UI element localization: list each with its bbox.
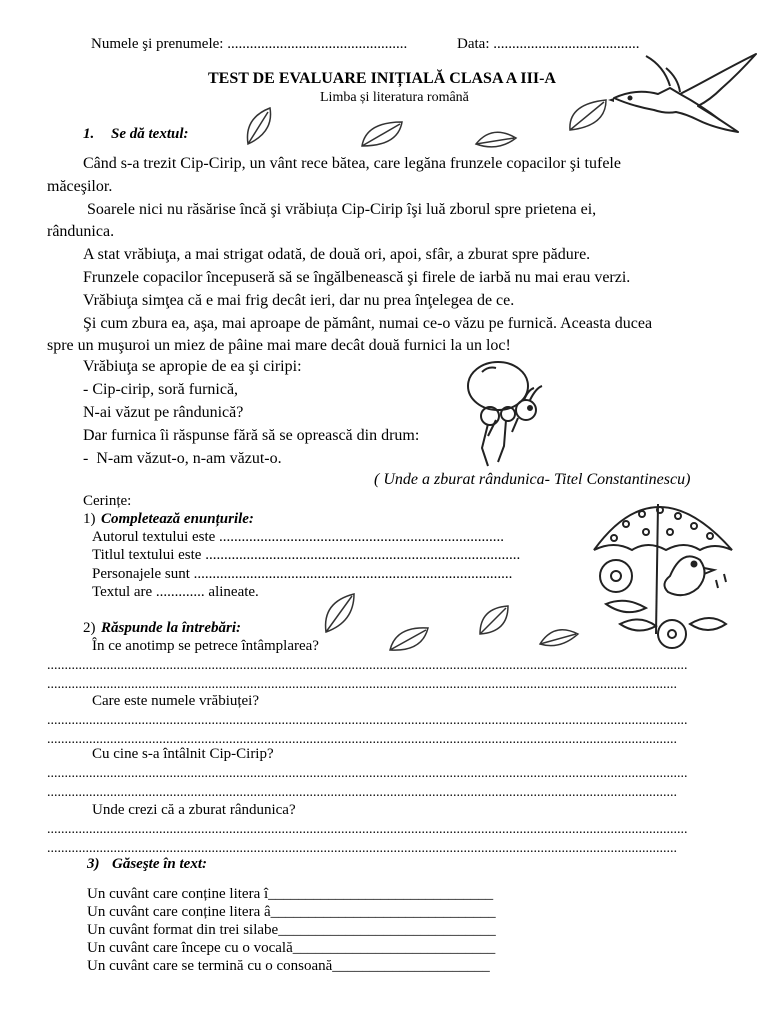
leaf-drawing [386,622,430,656]
task3-heading: Găseşte în text: [112,856,207,872]
leaf-drawing [566,96,610,136]
date-field-label: Data: ....................................... [457,36,640,52]
leaf-drawing [358,116,408,152]
leaf-drawing [242,104,276,148]
leaf-drawing [476,602,512,638]
story-line: A stat vrăbiuţa, a mai strigat odată, de două ori, apoi, sfâr, a zburat spre pădure. [83,246,591,263]
task3-item[interactable]: Un cuvânt care conține litera â______________________________ [87,904,496,920]
story-line: Vrăbiuţa simţea că e mai frig decât ieri, dar nu prea înţelegea de ce. [83,292,515,309]
leaf-drawing [320,590,358,636]
task1-item: Autorul textului este ............................................................................ [92,529,505,545]
answer-line[interactable]: ....................................................................................................................................................................................... [47,713,688,728]
task3-item[interactable]: Un cuvânt care începe cu o vocală___________________________ [87,940,496,956]
task2-question: Cu cine s-a întâlnit Cip-Cirip? [92,746,274,762]
story-line: rândunica. [47,223,115,240]
section1-heading: Se dă textul: [111,126,189,142]
task3-item[interactable]: Un cuvânt care se termină cu o consoană_____________________ [87,958,490,974]
leaf-drawing [538,620,580,650]
answer-line[interactable]: ....................................................................................................................................................................................... [47,766,688,781]
story-line: Şi cum zbura ea, aşa, mai aproape de pământ, numai ce-o văzu pe furnică. Aceasta ducea [83,315,653,332]
task1-heading: Completează enunțurile: [101,511,254,527]
task2-number: 2) [83,620,96,636]
requirements-label: Cerințe: [83,493,132,509]
section1-number: 1. [83,126,95,142]
story-line: - N-am văzut-o, n-am văzut-o. [83,450,282,467]
story-line: Frunzele copacilor începuseră să se îngălbenească şi firele de iarbă nu mai erau verzi. [83,269,631,286]
task2-question: Care este numele vrăbiuței? [92,693,260,709]
task2-heading: Răspunde la întrebări: [101,620,242,636]
story-line: - Cip-cirip, soră furnică, [83,381,239,398]
story-line: Soarele nici nu răsărise încă şi vrăbiuța Cip-Cirip îşi luă zborul spre prietena ei, [83,201,597,218]
task1-item: Textul are ............. alineate. [92,584,259,600]
story-line: măceşilor. [47,178,113,195]
swallow-drawing [606,48,762,144]
task3-item[interactable]: Un cuvânt format din trei silabe_____________________________ [87,922,496,938]
task1-item: Titlul textului este .................................................................................... [92,547,521,563]
task1-number: 1) [83,511,96,527]
answer-line[interactable]: ....................................................................................................................................................................................... [47,822,688,837]
answer-line[interactable]: .................................................................................................................................................................................... [47,677,677,692]
story-line: Când s-a trezit Cip-Cirip, un vânt rece bătea, care legăna frunzele copacilor şi tufele [83,155,621,172]
task2-question: Unde crezi că a zburat rândunica? [92,802,296,818]
story-line: Vrăbiuţa se apropie de ea şi ciripi: [83,358,302,375]
answer-line[interactable]: .................................................................................................................................................................................... [47,732,677,747]
leaf-drawing [474,124,518,150]
task3-number: 3) [87,856,100,872]
page-subtitle: Limba și literatura română [320,90,469,105]
bird-under-umbrella-drawing [586,484,742,656]
answer-line[interactable]: .................................................................................................................................................................................... [47,841,677,856]
task2-question: În ce anotimp se petrece întâmplarea? [92,638,319,654]
story-source: ( Unde a zburat rândunica- Titel Constantinescu) [374,471,691,488]
task1-item: Personajele sunt ..................................................................................... [92,566,513,582]
story-line: Dar furnica îi răspunse fără să se oprească din drum: [83,427,420,444]
name-field-label: Numele şi prenumele: ................................................ [91,36,408,52]
answer-line[interactable]: ....................................................................................................................................................................................... [47,658,688,673]
page-title: TEST DE EVALUARE INIȚIALĂ CLASA A III-A [208,70,556,87]
story-line: spre un muşuroi un miez de pâine mai mare decât două furnici la un loc! [47,337,511,354]
answer-line[interactable]: .................................................................................................................................................................................... [47,785,677,800]
task3-item[interactable]: Un cuvânt care conține litera î______________________________ [87,886,494,902]
story-line: N-ai văzut pe rândunică? [83,404,244,421]
ant-carrying-bread-drawing [458,356,550,468]
